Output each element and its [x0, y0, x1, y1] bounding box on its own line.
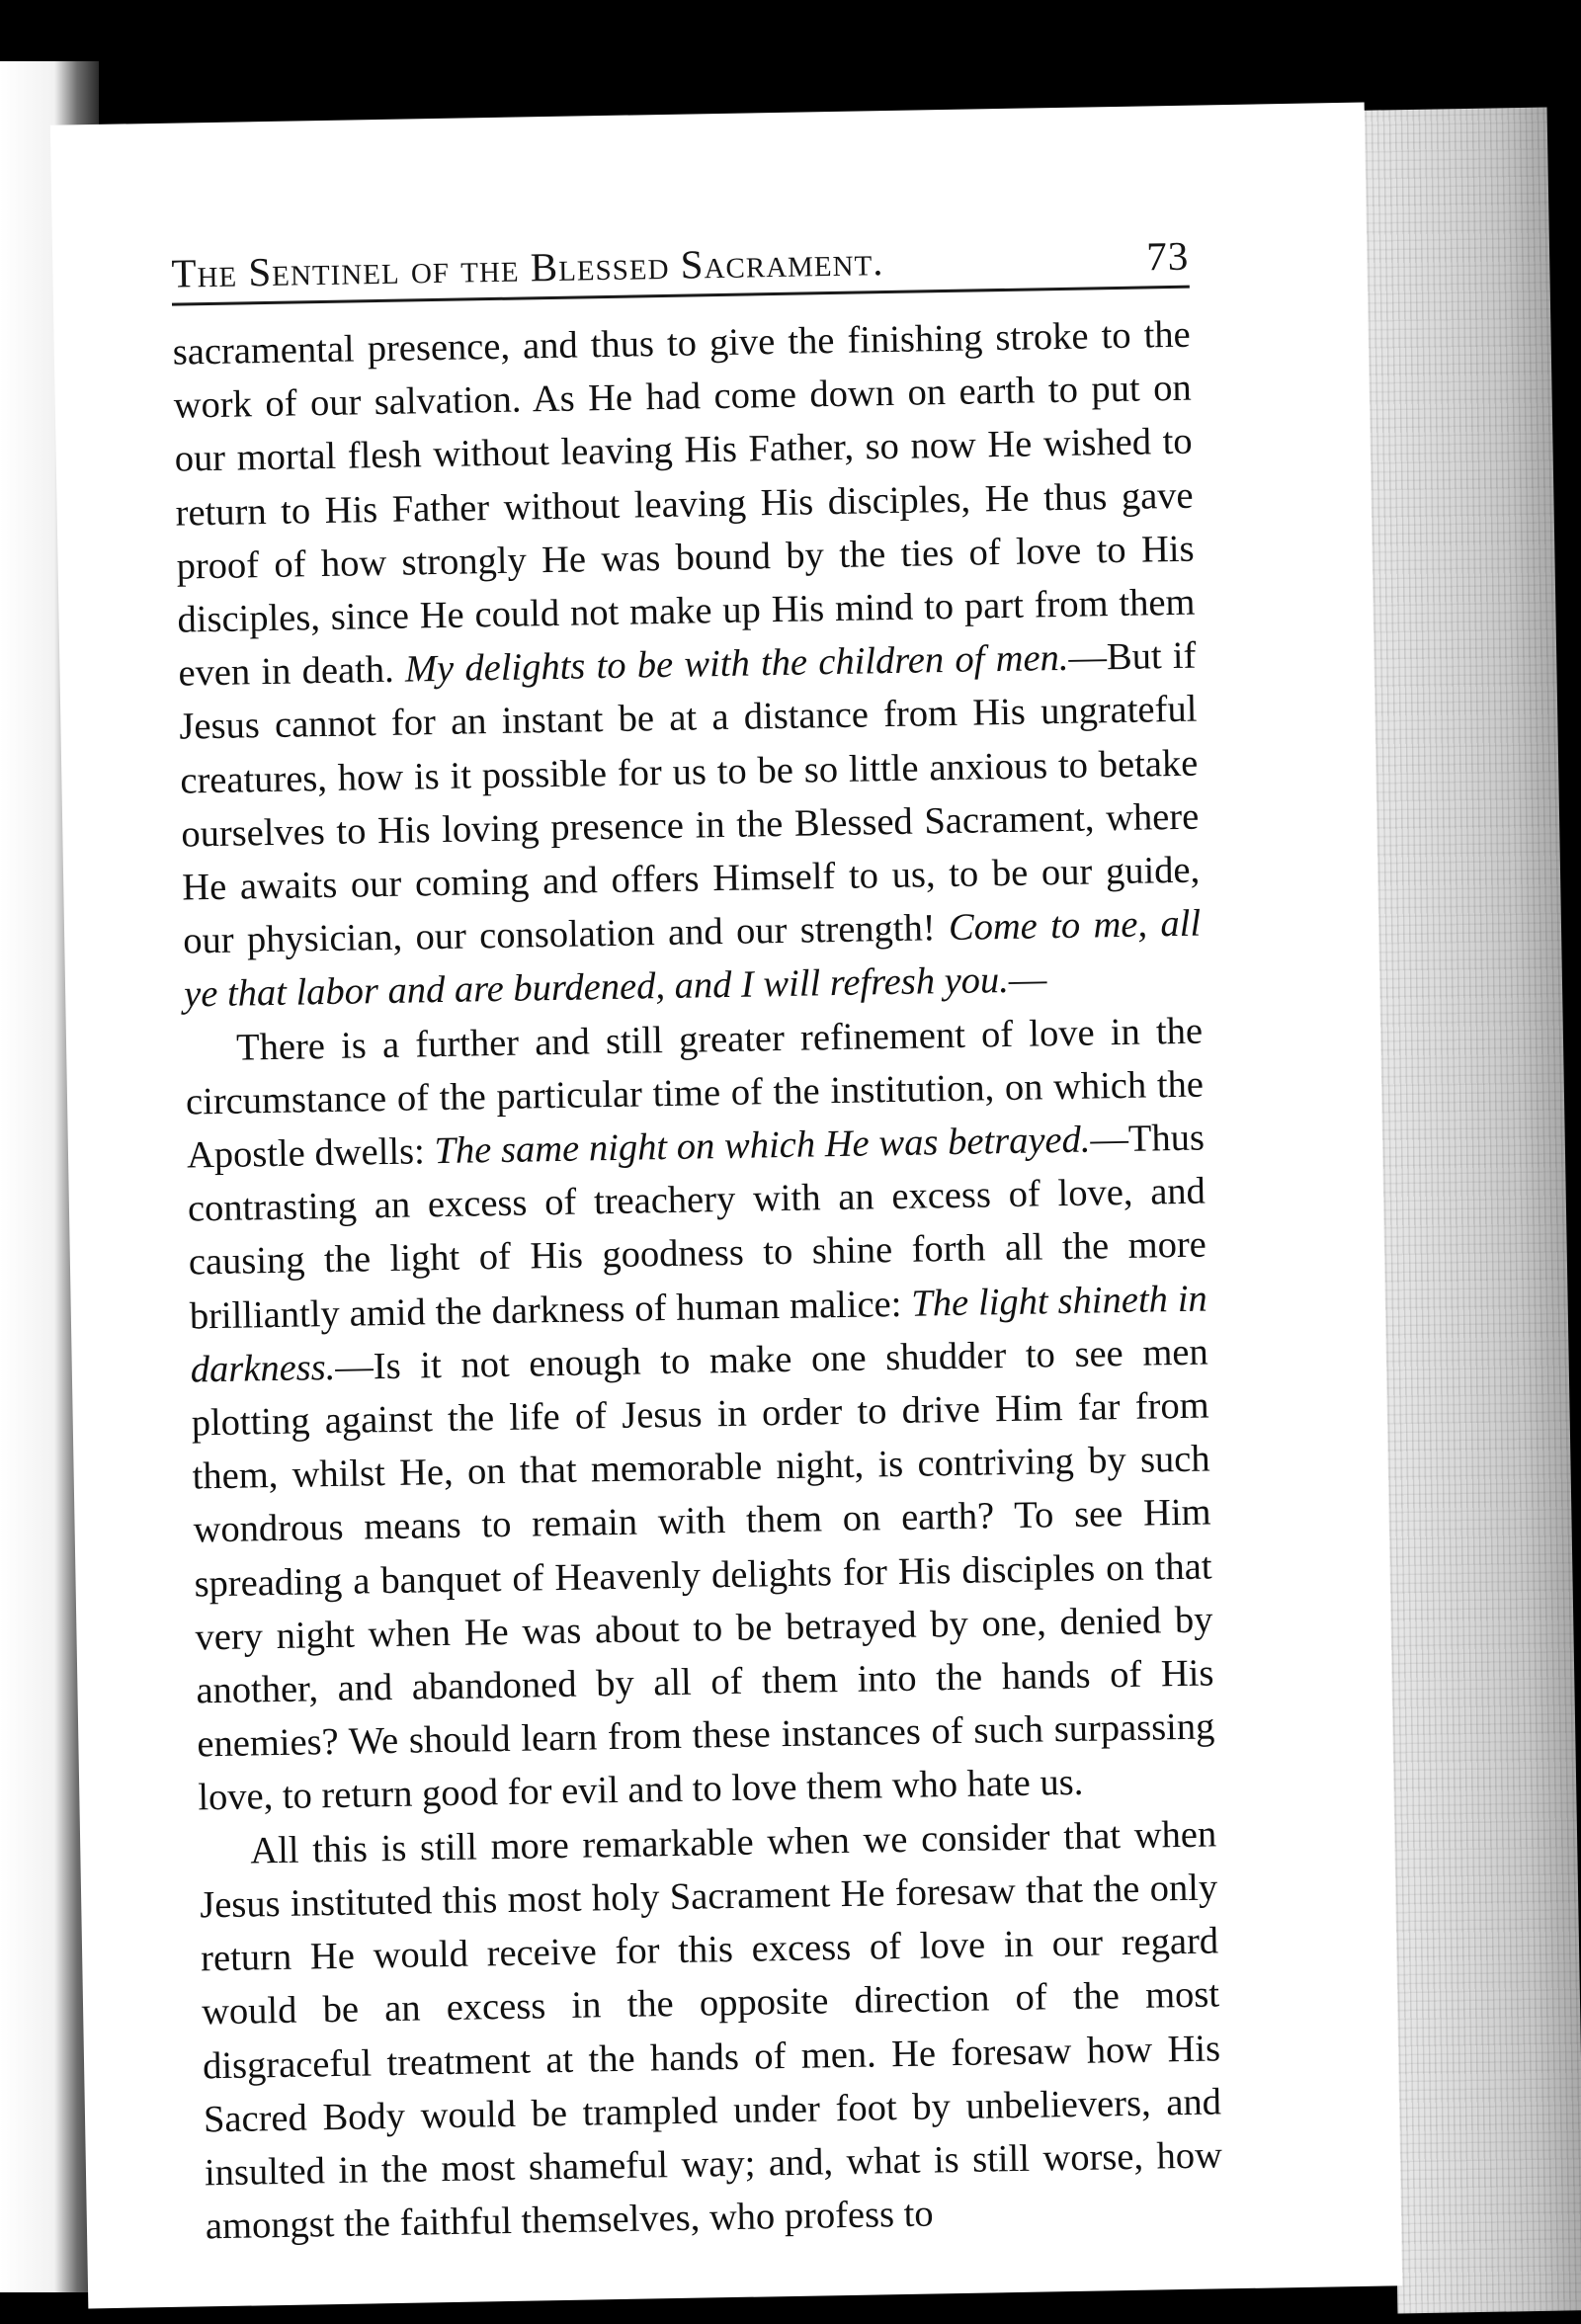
running-head [171, 232, 1190, 306]
body-text [172, 308, 1223, 2254]
text-run: —Is it not enough to make one shudder to see men plotting against the life of Jesus in order to drive Him far from them, whilst He, on that memorable night, is contriving by such wondrous means to remain with them on earth? To see Him spreading a banquet of Heavenly delights for His disciples on that very night when He was about to be betrayed by one, denied by another, and abandoned by all of them into the hands of His enemies? We should learn from these instances of such surpassing love, to return good for evil and to love them who hate us. [191, 1331, 1215, 1819]
text-run: — [1008, 958, 1047, 1002]
italic-quote: The light shineth in darkness. [190, 1278, 1208, 1391]
italic-quote: My delights to be with the children of men. [404, 637, 1069, 691]
italic-quote: Come to me, all ye that labor and are burdened, and I will refresh you. [183, 902, 1202, 1016]
text-run: —But if Jesus cannot for an instant be at a distance from His ungrateful creatures, how is it possible for us to be so little anxious to betake ourselves to His loving presence in the Blessed Sacrament, where He awaits our coming and offers Himself to us, to be our guide, our physician, our consolation and our strength! [179, 634, 1201, 962]
paragraph [185, 1004, 1216, 1825]
page-number: 73 [1145, 232, 1190, 280]
italic-quote: The same night on which He was betrayed. [434, 1119, 1091, 1173]
paragraph [199, 1807, 1223, 2254]
text-run: —Thus contrasting an excess of treachery with an excess of love, and causing the light of His goodness to shine forth all the more brilliantly amid the darkness of human malice: [187, 1117, 1207, 1338]
text-run: There is a further and still greater refinement of love in the circumstance of the particular time of the institution, on which the Apostle dwells: [185, 1010, 1205, 1177]
running-head-title: The Sentinel of the Blessed Sacrament. [171, 238, 884, 296]
text-run: All this is still more remarkable when we consider that when Jesus instituted this most holy Sacrament He foresaw that the only return He would receive for this excess of love in our regard would be an excess in the opposite direction of the most disgraceful treatment at the hands of men. He foresaw how His Sacred Body would be trampled under foot by unbelievers, and insulted in the most shameful way; and, what is still worse, how amongst the faithful themselves, who profess to [199, 1813, 1223, 2248]
book-page [50, 103, 1402, 2309]
text-run: sacramental presence, and thus to give the finishing stroke to the work of our salvation. As He had come down on earth to put on our mortal flesh without leaving His Father, so now He wished to return to His Father without leaving His disciples, He thus gave proof of how strongly He was bound by the ties of love to His disciples, since He could not make up His mind to part from them even in death. [172, 313, 1196, 695]
paragraph [172, 308, 1202, 1023]
